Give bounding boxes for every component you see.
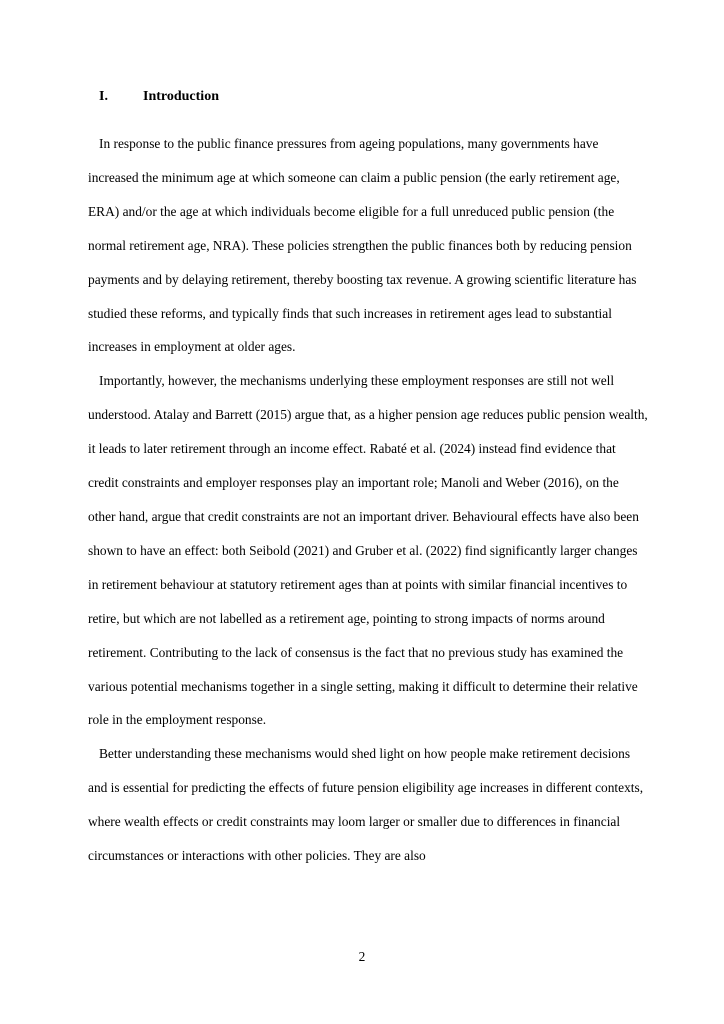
paragraph-3: Better understanding these mechanisms would shed light on how people make retirement decisions and is essential for predicting the effects of future pension eligibility age increases in different contexts, where wealth effects or credit constraints may loom larger or smaller due to differences in financial circumstances or interactions with other policies. They are also (88, 746, 644, 864)
section-heading (99, 87, 219, 107)
section-number: I. (99, 89, 108, 104)
body-text (88, 127, 648, 873)
page-number: 2 (358, 949, 366, 964)
paragraph-1: In response to the public finance pressures from ageing populations, many governments have increased the minimum age at which someone can claim a public pension (the early retirement age, ERA) and/or the age at which individuals become eligible for a full unreduced public pension (the normal retirement age, NRA). These policies strengthen the public finances both by reducing pension payments and by delaying retirement, thereby boosting tax revenue. A growing scientific literature has studied these reforms, and typically finds that such increases in retirement ages lead to substantial increases in employment at older ages. (88, 136, 637, 355)
paragraph-2: Importantly, however, the mechanisms underlying these employment responses are still not well understood. Atalay and Barrett (2015) argue that, as a higher pension age reduces public pension wealth, it leads to later retirement through an income effect. Rabaté et al. (2024) instead find evidence that credit constraints and employer responses play an important role; Manoli and Weber (2016), on the other hand, argue that credit constraints are not an important driver. Behavioural effects have also been shown to have an effect: both Seibold (2021) and Gruber et al. (2022) find significantly larger changes in retirement behaviour at statutory retirement ages than at points with similar financial incentives to retire, but which are not labelled as a retirement age, pointing to strong impacts of norms around retirement. Contributing to the lack of consensus is the fact that no previous study has examined the various potential mechanisms together in a single setting, making it difficult to determine their relative role in the employment response. (88, 373, 648, 728)
section-title: Introduction (143, 89, 219, 104)
